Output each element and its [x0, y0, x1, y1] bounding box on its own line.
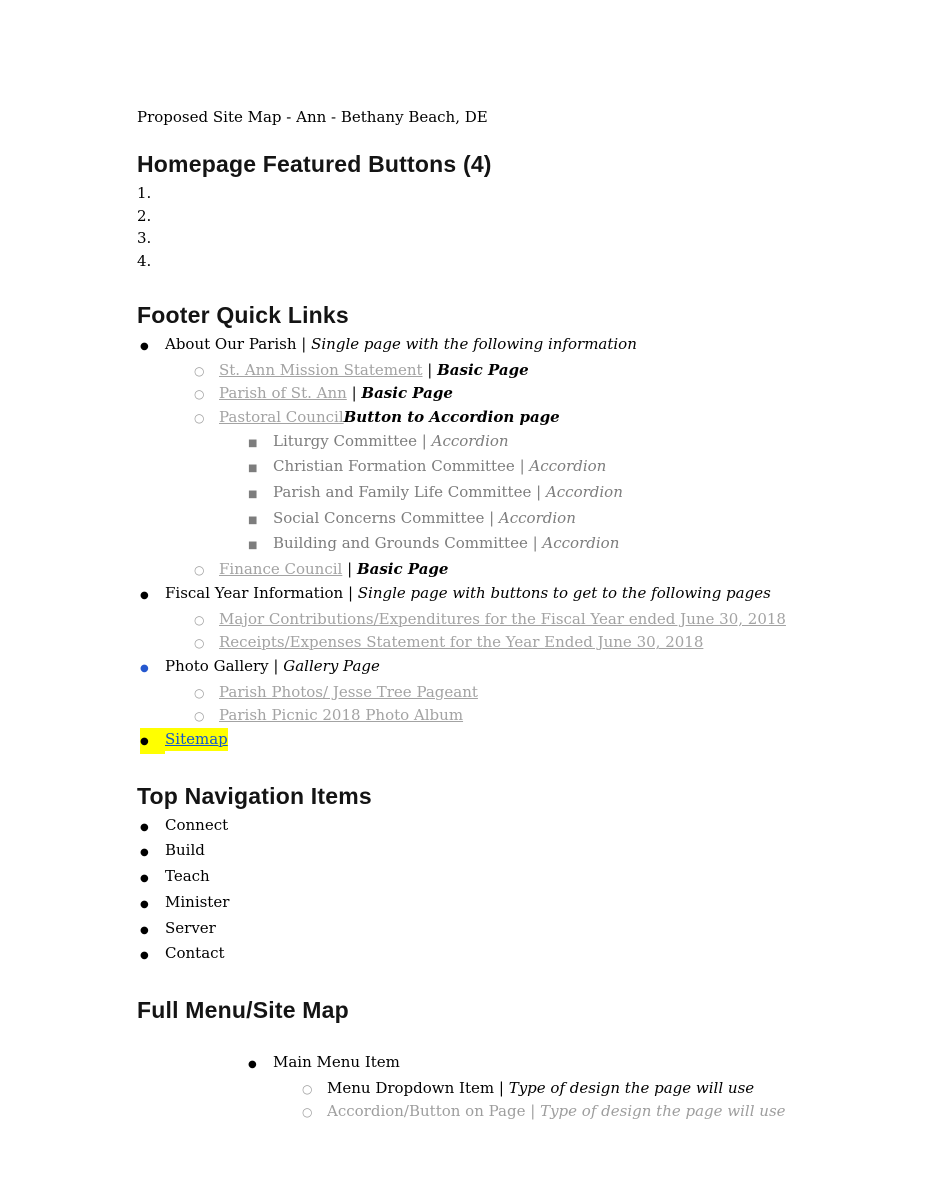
text-segment: Server: [165, 918, 216, 937]
list-item-text: [327, 1077, 754, 1100]
text-segment: Liturgy Committee |: [273, 431, 432, 450]
text-segment: Type of design the page will use: [508, 1078, 755, 1097]
list-item: [194, 704, 887, 728]
list-item-text: [165, 891, 229, 914]
link-parish-picnic-2018-photo-album[interactable]: Parish Picnic 2018 Photo Album: [219, 706, 464, 725]
list-item: [194, 631, 887, 655]
list-item-text: [219, 681, 478, 704]
text-segment: About Our Parish |: [165, 334, 312, 353]
list-item: [140, 891, 887, 917]
list-item: [140, 333, 887, 359]
list-item-text: [165, 917, 216, 940]
document-blocks: [137, 149, 887, 1124]
disc-bullet-icon: [140, 814, 165, 840]
text-segment: Menu Dropdown Item |: [327, 1078, 509, 1097]
list-item-text: [219, 406, 560, 429]
square-bullet-icon: [248, 430, 273, 456]
circle-bullet-icon: [194, 631, 219, 655]
link-parish-photos-jesse-tree-pageant[interactable]: Parish Photos/ Jesse Tree Pageant: [219, 682, 478, 701]
circle-bullet-icon: [194, 359, 219, 383]
numbered-list-item: [137, 250, 887, 273]
bullet-list: [137, 814, 887, 968]
list-item: [248, 507, 887, 533]
text-segment: Type of design the page will use: [540, 1102, 786, 1121]
list-item: [194, 558, 887, 582]
list-number: 3.: [137, 229, 152, 248]
text-segment: Basic Page: [437, 360, 529, 379]
disc-bullet-icon: [140, 655, 165, 681]
list-item-text: [273, 532, 619, 555]
text-segment: Parish and Family Life Committee |: [273, 483, 546, 502]
list-item: [194, 681, 887, 705]
text-segment: Gallery Page: [283, 656, 380, 675]
square-bullet-icon: [248, 507, 273, 533]
list-item-text: [273, 507, 576, 530]
text-segment: Accordion: [545, 483, 623, 502]
circle-bullet-icon: [194, 681, 219, 705]
text-segment: Main Menu Item: [273, 1052, 400, 1071]
list-item-text: [273, 1051, 400, 1074]
circle-bullet-icon: [302, 1100, 327, 1124]
list-item-text: [273, 481, 623, 504]
circle-bullet-icon: [194, 608, 219, 632]
disc-bullet-icon: [140, 728, 165, 754]
section-heading: Full Menu/Site Map: [137, 996, 349, 1023]
numbered-list-item: [137, 205, 887, 228]
list-item-text: [219, 608, 786, 631]
text-segment: Single page with the following information: [311, 334, 637, 353]
text-segment: Contact: [165, 944, 225, 963]
disc-bullet-icon: [140, 839, 165, 865]
text-segment: Accordion: [498, 508, 576, 527]
list-number: 4.: [137, 252, 152, 271]
text-segment: Fiscal Year Information |: [165, 583, 358, 602]
bullet-list: [137, 1051, 887, 1124]
list-item-text: [219, 382, 453, 405]
list-number: 2.: [137, 206, 152, 225]
text-segment: Minister: [165, 892, 230, 911]
document-title: Proposed Site Map - Ann - Bethany Beach, DE: [137, 108, 488, 126]
list-item-text: [219, 359, 529, 382]
list-item: [140, 865, 887, 891]
numbered-list-item: [137, 182, 887, 205]
list-item-text: [165, 582, 771, 605]
list-item-text: [165, 865, 210, 888]
circle-bullet-icon: [302, 1077, 327, 1101]
list-item: [140, 582, 887, 608]
text-segment: Accordion/Button on Page |: [327, 1102, 541, 1121]
list-item: [194, 359, 887, 383]
disc-bullet-icon: [248, 1051, 273, 1077]
list-item: [140, 917, 887, 943]
list-item: [248, 455, 887, 481]
list-item: [140, 942, 887, 968]
list-item: [140, 814, 887, 840]
circle-bullet-icon: [194, 558, 219, 582]
text-segment: Teach: [165, 867, 210, 886]
link-receipts-expenses-statement[interactable]: Receipts/Expenses Statement for the Year Ended June 30, 2018: [219, 633, 704, 652]
link-st-ann-mission-statement[interactable]: St. Ann Mission Statement: [219, 360, 423, 379]
text-segment: Build: [165, 841, 205, 860]
numbered-list: [137, 182, 887, 273]
disc-bullet-icon: [140, 582, 165, 608]
text-segment: |: [346, 384, 362, 403]
list-item-text: [165, 839, 205, 862]
text-segment: Photo Gallery |: [165, 656, 284, 675]
circle-bullet-icon: [194, 406, 219, 430]
list-item-text: [165, 942, 225, 965]
text-segment: Building and Grounds Committee |: [273, 534, 543, 553]
link-sitemap[interactable]: Sitemap: [165, 730, 228, 749]
text-segment: Accordion: [542, 534, 620, 553]
text-segment: Social Concerns Committee |: [273, 508, 499, 527]
disc-bullet-icon: [140, 891, 165, 917]
list-item: [302, 1077, 887, 1101]
list-item: [194, 382, 887, 406]
disc-bullet-icon: [140, 942, 165, 968]
circle-bullet-icon: [194, 382, 219, 406]
list-item: [302, 1100, 887, 1124]
list-item-text: [219, 631, 703, 654]
text-segment: Accordion: [431, 431, 509, 450]
square-bullet-icon: [248, 455, 273, 481]
list-item: [140, 655, 887, 681]
text-segment: Button to Accordion page: [343, 407, 560, 426]
disc-bullet-icon: [140, 865, 165, 891]
link-finance-council[interactable]: Finance Council: [219, 560, 343, 579]
list-item: [140, 839, 887, 865]
list-item-text: [165, 728, 228, 751]
list-item-text: [273, 430, 509, 453]
list-item-text: [273, 455, 606, 478]
text-segment: Basic Page: [361, 384, 453, 403]
disc-bullet-icon: [140, 333, 165, 359]
list-item-text: [165, 814, 228, 837]
list-item: [248, 481, 887, 507]
circle-bullet-icon: [194, 704, 219, 728]
list-item: [194, 608, 887, 632]
text-segment: Connect: [165, 815, 229, 834]
section-heading: Homepage Featured Buttons (4): [137, 151, 492, 177]
list-item-text: [327, 1100, 786, 1123]
list-item-text: [219, 558, 448, 581]
text-segment: |: [342, 560, 357, 579]
list-item: [248, 430, 887, 456]
text-segment: Single page with buttons to get to the following pages: [357, 583, 771, 602]
disc-bullet-icon: [140, 917, 165, 943]
section-heading: Top Navigation Items: [137, 782, 372, 809]
link-pastoral-council[interactable]: Pastoral Council: [219, 407, 344, 426]
text-segment: Christian Formation Committee |: [273, 457, 530, 476]
list-item: [248, 1051, 887, 1077]
list-number: 1.: [137, 184, 152, 202]
link-major-contributions-expenditures[interactable]: Major Contributions/Expenditures for the Fiscal Year ended June 30, 2018: [219, 609, 786, 628]
square-bullet-icon: [248, 532, 273, 558]
list-item-text: [165, 333, 637, 356]
section-heading: Footer Quick Links: [137, 301, 349, 328]
numbered-list-item: [137, 227, 887, 250]
square-bullet-icon: [248, 481, 273, 507]
text-segment: Basic Page: [356, 560, 449, 579]
bullet-list: [137, 333, 887, 754]
text-segment: Accordion: [529, 457, 607, 476]
list-item: [248, 532, 887, 558]
list-item: [194, 406, 887, 430]
list-item-text: [219, 704, 463, 727]
list-item: [140, 728, 887, 754]
link-parish-of-st-ann[interactable]: Parish of St. Ann: [219, 384, 347, 403]
text-segment: |: [422, 360, 438, 379]
list-item-text: [165, 655, 380, 678]
